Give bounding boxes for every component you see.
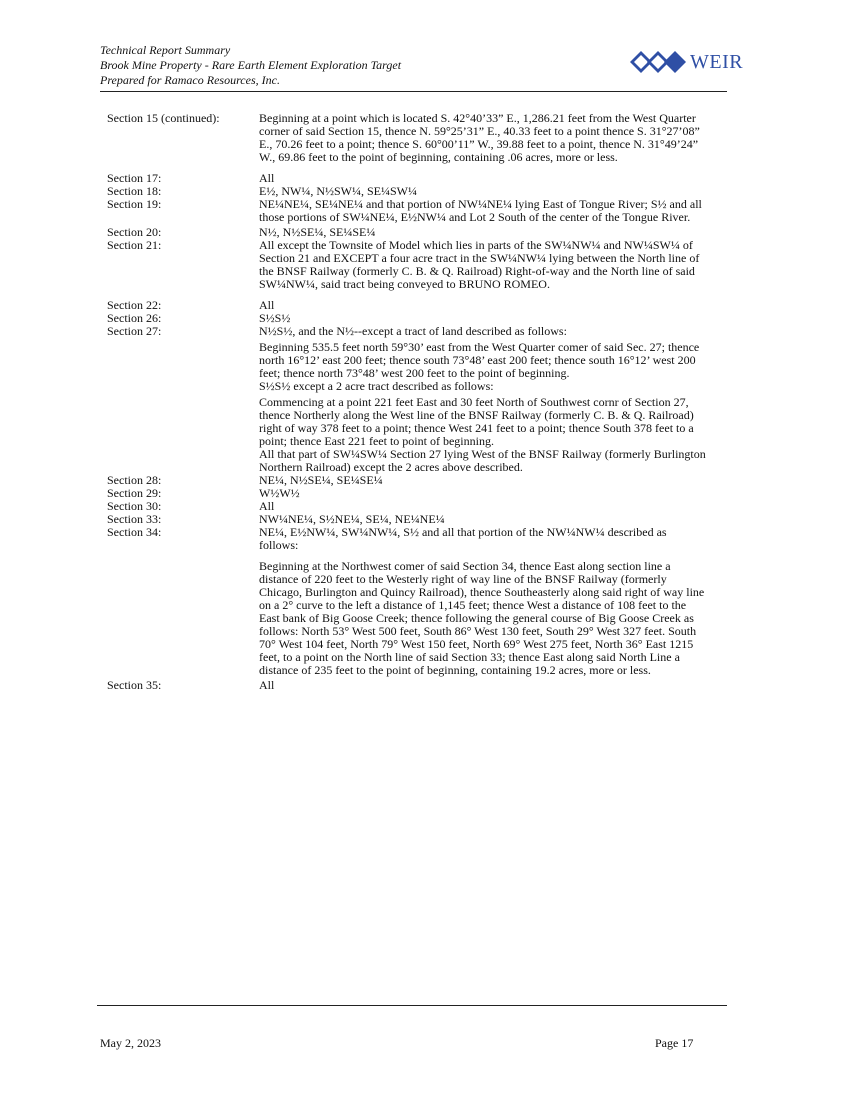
section-text: All that part of SW¼SW¼ Section 27 lying West of the BNSF Railway (formerly Burlington Northern Railroad) except the 2 acres above described. bbox=[259, 447, 706, 474]
section-label: Section 29: bbox=[107, 486, 162, 500]
section-label: Section 30: bbox=[107, 499, 162, 513]
section-label: Section 21: bbox=[107, 238, 162, 252]
section-row bbox=[107, 474, 707, 487]
section-label: Section 28: bbox=[107, 473, 162, 487]
section-row bbox=[107, 239, 707, 291]
section-row bbox=[107, 679, 707, 692]
page-number: Page 17 bbox=[655, 1036, 694, 1050]
weir-diamonds-icon bbox=[630, 49, 688, 75]
section-row bbox=[107, 325, 707, 474]
section-description bbox=[259, 487, 707, 500]
section-description bbox=[259, 112, 707, 164]
section-text: E½, NW¼, N½SW¼, SE¼SW¼ bbox=[259, 184, 417, 198]
section-label: Section 20: bbox=[107, 225, 162, 239]
section-label: Section 33: bbox=[107, 512, 162, 526]
section-text: Commencing at a point 221 feet East and 30 feet North of Southwest cornr of Section 27, thence Northerly along the West line of the BNSF Railway (formerly C. B. & Q. Railroad) right of way 378 feet to a point; thence West 241 feet to a point; thence South 378 feet to a point; thence East 221 feet to point of beginning. bbox=[259, 395, 694, 448]
section-label: Section 26: bbox=[107, 311, 162, 325]
section-text: NE¼NE¼, SE¼NE¼ and that portion of NW¼NE¼ lying East of Tongue River; S½ and all those portions of SW¼NE¼, E½NW¼ and Lot 2 South of the center of the Tongue River. bbox=[259, 197, 702, 224]
section-label: Section 17: bbox=[107, 171, 162, 185]
section-row bbox=[107, 526, 707, 677]
section-description bbox=[259, 325, 707, 474]
section-text: N½, N½SE¼, SE¼SE¼ bbox=[259, 225, 376, 239]
section-label: Section 34: bbox=[107, 525, 162, 539]
header-project-title: Brook Mine Property - Rare Earth Element Exploration Target bbox=[100, 58, 402, 72]
section-text: All bbox=[259, 678, 275, 692]
section-text: NW¼NE¼, S½NE¼, SE¼, NE¼NE¼ bbox=[259, 512, 445, 526]
section-description bbox=[259, 299, 707, 312]
section-description bbox=[259, 474, 707, 487]
weir-logo-text: WEIR bbox=[690, 51, 744, 73]
section-label: Section 35: bbox=[107, 678, 162, 692]
section-label: Section 19: bbox=[107, 197, 162, 211]
section-row bbox=[107, 299, 707, 312]
header-divider bbox=[100, 91, 727, 92]
section-row bbox=[107, 198, 707, 224]
section-label: Section 27: bbox=[107, 324, 162, 338]
section-description bbox=[259, 239, 707, 291]
section-description bbox=[259, 679, 707, 692]
footer-date: May 2, 2023 bbox=[100, 1036, 161, 1050]
legal-description-list bbox=[107, 112, 707, 692]
section-row bbox=[107, 487, 707, 500]
header-prepared-for: Prepared for Ramaco Resources, Inc. bbox=[100, 73, 280, 87]
section-description bbox=[259, 526, 707, 677]
section-text: W½W½ bbox=[259, 486, 300, 500]
section-text: All bbox=[259, 298, 275, 312]
section-label: Section 22: bbox=[107, 298, 162, 312]
section-text: NE¼, N½SE¼, SE¼SE¼ bbox=[259, 473, 383, 487]
section-text: Beginning 535.5 feet north 59°30’ east from the West Quarter comer of said Sec. 27; thence north 16°12’ east 200 feet; thence south 73°48’ east 200 feet; thence south 16°12’ west 200 feet; thence north 73°48’ west 200 feet to the point of beginning. bbox=[259, 340, 700, 380]
section-text: Beginning at the Northwest comer of said Section 34, thence East along section line a distance of 220 feet to the Westerly right of way line of the BNSF Railway (formerly Chicago, Burlington and Quincy Railroad), thence Southeasterly along said right of way line on a 2° curve to the left a distance of 1,145 feet; thence West a distance of 108 feet to the East bank of Big Goose Creek; thence following the general course of Big Goose Creek as follows: North 53° West 500 feet, South 86° West 130 feet, South 29° West 327 feet. South 70° West 104 feet, North 79° West 150 feet, North 69° West 275 feet, North 36° East 1215 feet, to a point on the North line of said Section 33; thence East along said North Line a distance of 235 feet to the point of beginning, containing 19.2 acres, more or less. bbox=[259, 559, 705, 677]
section-row bbox=[107, 112, 707, 164]
footer-divider bbox=[97, 1005, 727, 1006]
section-label: Section 15 (continued): bbox=[107, 111, 220, 125]
section-text: Beginning at a point which is located S. 42°40’33” E., 1,286.21 feet from the West Quarter corner of said Section 15, thence N. 59°25’31” E., 40.33 feet to a point thence S. 31°27’08” E., 70.26 feet to a point; thence S. 60°00’11” W., 39.88 feet to a point, thence N. 31°49’24” W., 69.86 feet to the point of beginning, containing .06 acres, more or less. bbox=[259, 111, 700, 164]
section-label: Section 18: bbox=[107, 184, 162, 198]
weir-logo bbox=[630, 49, 743, 75]
header-report-title: Technical Report Summary bbox=[100, 43, 231, 57]
section-text: All except the Townsite of Model which lies in parts of the SW¼NW¼ and NW¼SW¼ of Section 21 and EXCEPT a four acre tract in the SW¼NW¼ lying between the North line of the BNSF Railway (formerly C. B. & Q. Railroad) Right-of-way and the North line of said SW¼NW¼, said tract being conveyed to BRUNO ROMEO. bbox=[259, 238, 700, 291]
section-text: S½S½ bbox=[259, 311, 291, 325]
section-text: N½S½, and the N½--except a tract of land described as follows: bbox=[259, 324, 567, 338]
section-description bbox=[259, 198, 707, 224]
section-text: NE¼, E½NW¼, SW¼NW¼, S½ and all that portion of the NW¼NW¼ described as follows: bbox=[259, 525, 667, 552]
section-text: All bbox=[259, 499, 275, 513]
section-text: S½S½ except a 2 acre tract described as follows: bbox=[259, 379, 494, 393]
section-text: All bbox=[259, 171, 275, 185]
